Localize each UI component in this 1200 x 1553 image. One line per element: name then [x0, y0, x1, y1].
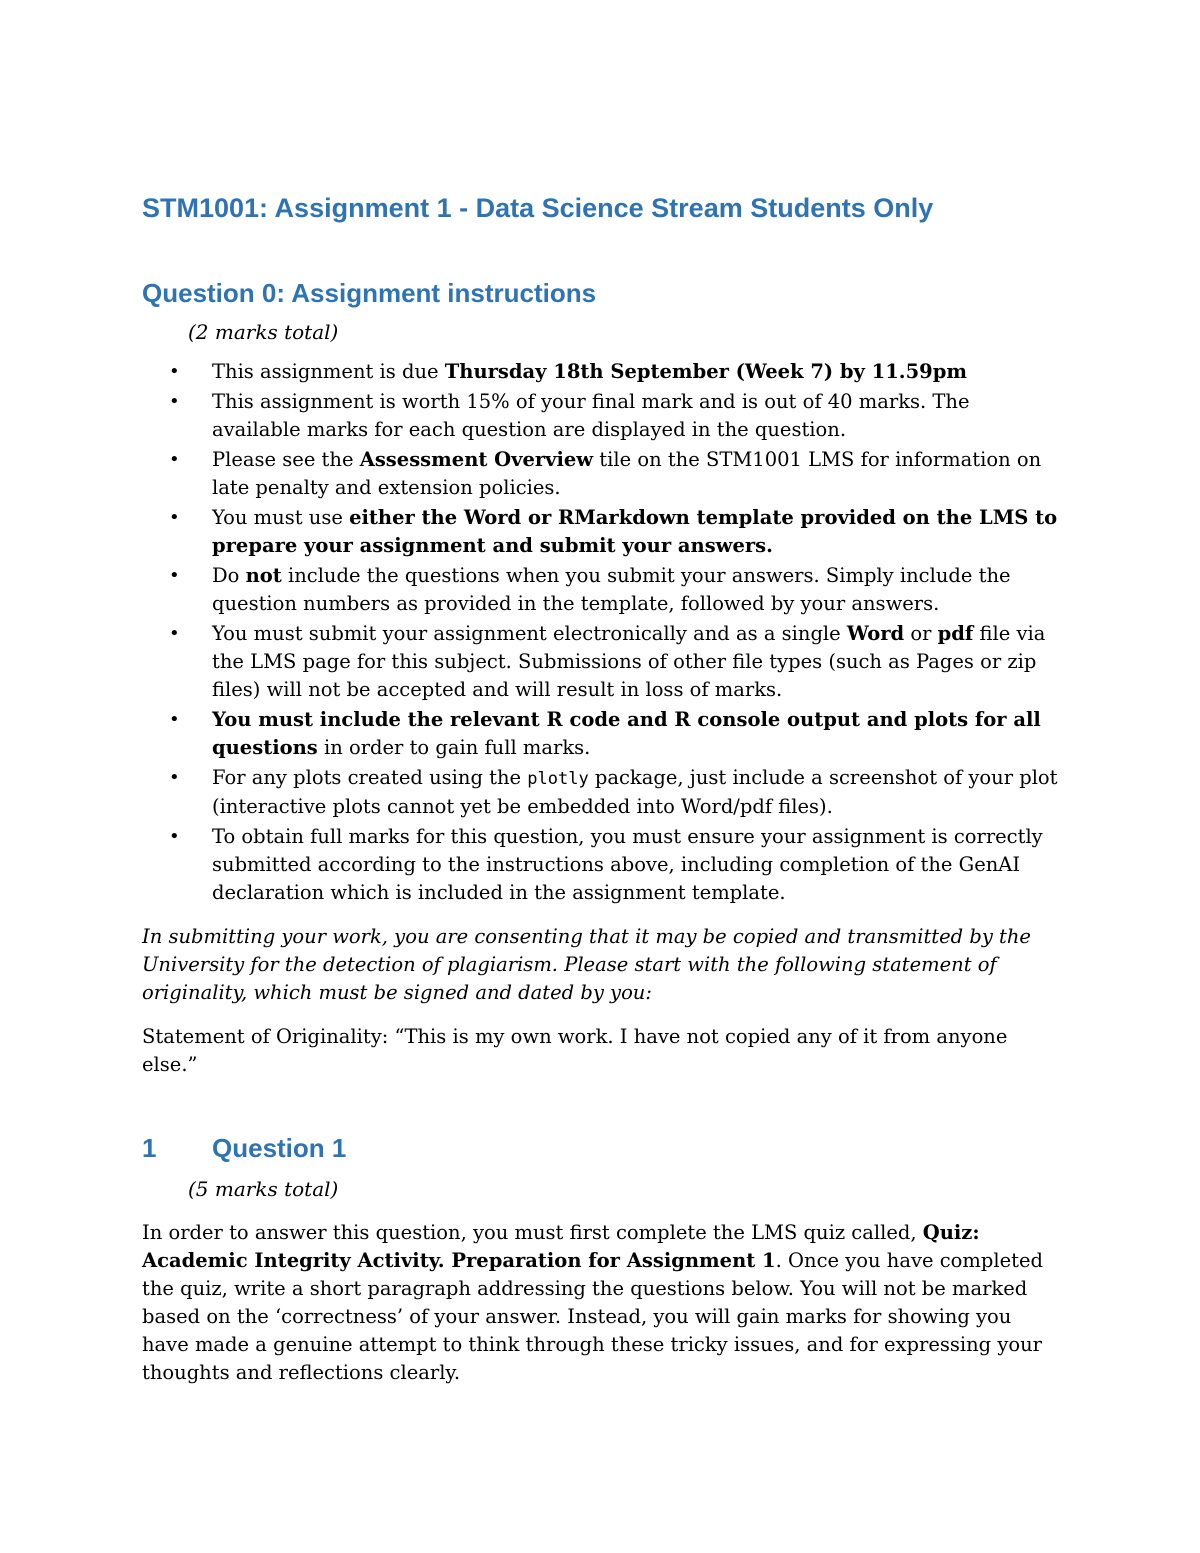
- document-title: STM1001: Assignment 1 - Data Science Stream Students Only: [142, 193, 934, 223]
- question-0-heading: Question 0: Assignment instructions: [142, 278, 597, 308]
- instruction-text: Please see the: [212, 448, 360, 471]
- instruction-text: For any plots created using the: [212, 766, 528, 789]
- bullet-icon: •: [169, 507, 180, 528]
- instruction-item: [142, 562, 1062, 618]
- instruction-list: [142, 358, 1062, 907]
- quiz-name: Quiz: Academic Integrity Activity. Preparation for Assignment 1: [142, 1221, 980, 1272]
- instruction-text: You must include the relevant R code and R console output and plots for all questions: [212, 708, 1041, 759]
- instruction-text: Word: [846, 622, 905, 645]
- bullet-icon: •: [169, 361, 180, 382]
- bullet-icon: •: [169, 826, 180, 847]
- instruction-text: file via the LMS page for this subject. Submissions of other file types (such as Pages or zip files) will not be accepted and will result in loss of marks.: [212, 622, 1046, 701]
- instruction-text: You must submit your assignment electronically and as a single: [212, 622, 847, 645]
- question-1-body-text-2: . Once you have completed the quiz, write a short paragraph addressing the questions below. You will not be marked based on the ‘correctness’ of your answer. Instead, you will gain marks for showing you have made a genuine attempt to think through these tricky issues, and for expressing your thoughts and reflections clearly.: [142, 1249, 1043, 1384]
- instruction-item: [142, 504, 1062, 560]
- instruction-text: in order to gain full marks.: [317, 736, 591, 759]
- question-1-marks: (5 marks total): [188, 1177, 339, 1201]
- instruction-item: [142, 823, 1062, 907]
- instruction-item: [142, 388, 1062, 444]
- instruction-text: You must use: [212, 506, 350, 529]
- instruction-item: [142, 764, 1062, 821]
- instruction-text: This assignment is due: [212, 360, 445, 383]
- instruction-text: pdf: [937, 622, 974, 645]
- instruction-text: not: [245, 564, 282, 587]
- originality-notice: In submitting your work, you are consenting that it may be copied and transmitted by the University for the detection of plagiarism. Please start with the following statement of originality, which must be signed and dated by you:: [142, 925, 1031, 1004]
- bullet-icon: •: [169, 449, 180, 470]
- question-1-body-text-1: In order to answer this question, you must first complete the LMS quiz called,: [142, 1221, 923, 1244]
- instruction-item: [142, 358, 1062, 386]
- instruction-item: [142, 446, 1062, 502]
- instruction-text: plotly: [527, 769, 589, 789]
- instruction-text: either the Word or RMarkdown template provided on the LMS to prepare your assignment and submit your answers.: [212, 506, 1058, 557]
- instruction-text: Do: [212, 564, 246, 587]
- bullet-icon: •: [169, 767, 180, 788]
- instruction-text: Thursday 18th September (Week 7) by 11.59pm: [444, 360, 967, 383]
- instruction-item: [142, 706, 1062, 762]
- bullet-icon: •: [169, 623, 180, 644]
- document-page: [142, 190, 1062, 1387]
- instruction-text: include the questions when you submit your answers. Simply include the question numbers as provided in the template, followed by your answers.: [212, 564, 1011, 615]
- instruction-text: tile on the STM1001 LMS for information on late penalty and extension policies.: [212, 448, 1042, 499]
- statement-of-originality: Statement of Originality: “This is my own work. I have not copied any of it from anyone else.”: [142, 1025, 1008, 1076]
- bullet-icon: •: [169, 565, 180, 586]
- question-1-title: Question 1: [212, 1133, 347, 1163]
- bullet-icon: •: [169, 391, 180, 412]
- instruction-text: package, just include a screenshot of your plot (interactive plots cannot yet be embedded into Word/pdf files).: [212, 766, 1058, 818]
- question-1-body: [142, 1219, 1062, 1387]
- instruction-text: This assignment is worth 15% of your final mark and is out of 40 marks. The available marks for each question are displayed in the question.: [212, 390, 970, 441]
- instruction-text: Assessment Overview: [359, 448, 594, 471]
- question-1-number: 1: [142, 1133, 157, 1163]
- instruction-text: or: [904, 622, 938, 645]
- bullet-icon: •: [169, 709, 180, 730]
- instruction-item: [142, 620, 1062, 704]
- question-1-heading: [142, 1131, 1062, 1165]
- question-0-marks: (2 marks total): [188, 320, 339, 344]
- instruction-text: To obtain full marks for this question, you must ensure your assignment is correctly submitted according to the instructions above, including completion of the GenAI declaration which is included in the assignment template.: [212, 825, 1043, 904]
